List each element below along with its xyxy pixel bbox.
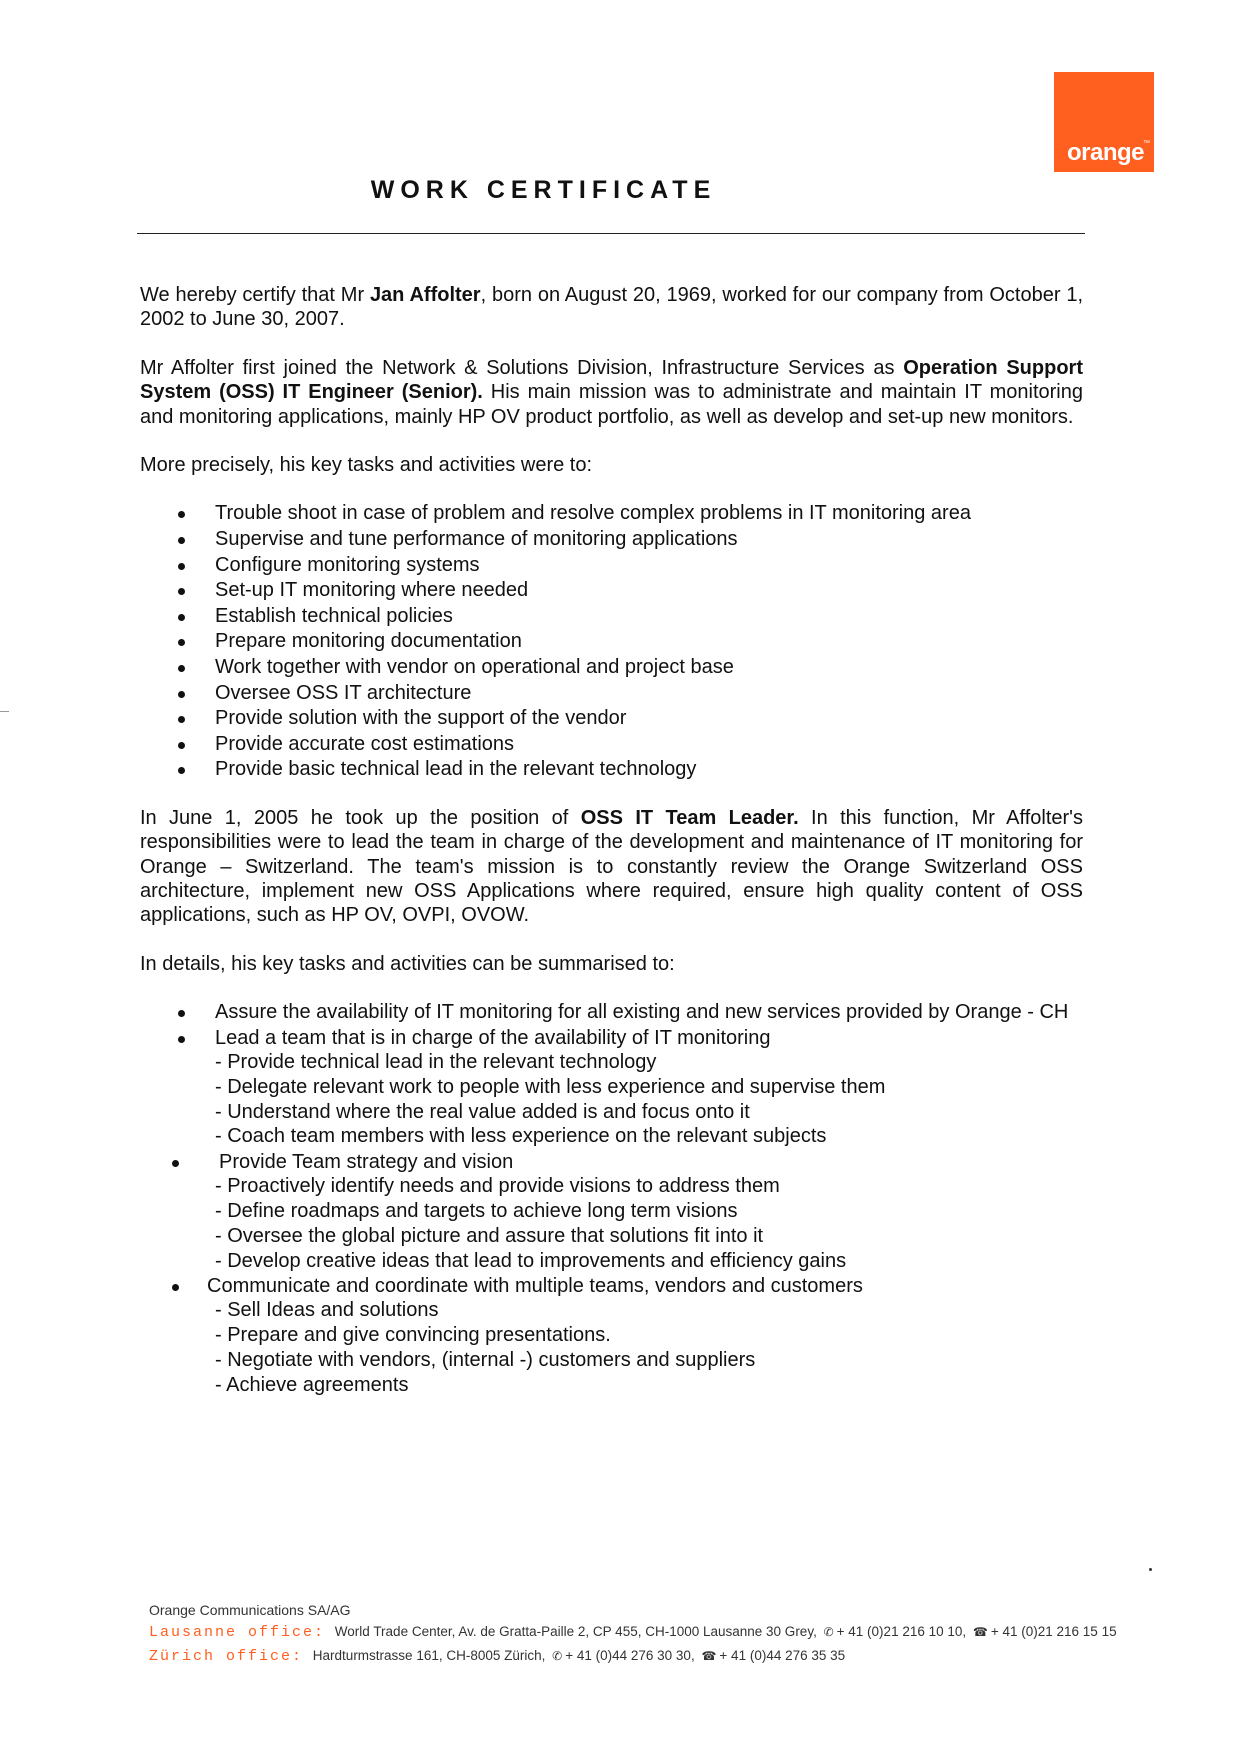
sub-list (215, 1174, 1083, 1273)
tasks2-intro: In details, his key tasks and activities can be summarised to: (140, 952, 675, 975)
bullet-icon (178, 1036, 185, 1043)
sub-item: - Oversee the global picture and assure that solutions fit into it (215, 1224, 764, 1247)
list-item: Set-up IT monitoring where needed (140, 578, 1083, 602)
sub-item: - Develop creative ideas that lead to improvements and efficiency gains (215, 1249, 847, 1272)
sub-list (207, 1298, 1083, 1397)
bullet-icon (178, 716, 185, 723)
lausanne-address: World Trade Center, Av. de Gratta-Paille 2, CP 455, CH-1000 Lausanne 30 Grey, (334, 1624, 817, 1639)
task-list-1 (140, 501, 1083, 781)
role-paragraph: Mr Affolter first joined the Network & Solutions Division, Infrastructure Services as Operation Support System (OSS) IT Engineer (Senior). His main mission was to administrate and maintain IT monitoring and monitoring applications, mainly HP OV product portfolio, as well as develop and set-up new monitors. (140, 356, 1083, 428)
zurich-office (149, 1648, 1229, 1665)
list-item: Work together with vendor on operational and project base (140, 655, 1083, 679)
list-item: Trouble shoot in case of problem and resolve complex problems in IT monitoring area (140, 501, 1083, 525)
company-name: Orange Communications SA/AG (149, 1602, 351, 1618)
bullet-icon (172, 1160, 179, 1167)
document-title: WORK CERTIFICATE (370, 176, 717, 204)
bullet-icon (178, 614, 185, 621)
zurich-address: Hardturmstrasse 161, CH-8005 Zürich, (312, 1648, 546, 1663)
list-item: Oversee OSS IT architecture (140, 681, 1083, 705)
first-role: Operation Support System (OSS) IT Engineer (Senior). (140, 356, 1083, 404)
sub-list (215, 1050, 1083, 1149)
list-item: Provide accurate cost estimations (140, 732, 1083, 756)
bullet-icon (178, 639, 185, 646)
bullet-icon (178, 1010, 185, 1017)
lausanne-office (149, 1624, 1229, 1641)
list-item: Lead a team that is in charge of the availability of IT monitoring - Provide technical lead in the relevant technology - Delegate relevant work to people with less experience and supervise them - Understand where the real value added is and focus onto it - Coach team members with less experience on the relevant subjects (140, 1026, 1083, 1149)
sub-item: - Coach team members with less experience on the relevant subjects (215, 1125, 827, 1148)
scan-mark (0, 711, 9, 712)
scan-mark (1149, 1568, 1152, 1571)
fax-icon: ☎ (701, 1649, 717, 1663)
list-item: Assure the availability of IT monitoring for all existing and new services provided by Orange - CH (140, 1000, 1083, 1024)
sub-item: - Negotiate with vendors, (internal -) customers and suppliers (215, 1349, 756, 1372)
lausanne-fax: + 41 (0)21 216 15 15 (990, 1624, 1117, 1639)
list-item: Provide basic technical lead in the relevant technology (140, 757, 1083, 781)
sub-item: - Understand where the real value added is and focus onto it (215, 1100, 750, 1123)
logo-trademark: ™ (1143, 140, 1150, 147)
letterhead-footer (149, 1602, 1229, 1672)
list-item: Provide solution with the support of the vendor (140, 706, 1083, 730)
list-item: Communicate and coordinate with multiple teams, vendors and customers - Sell Ideas and solutions - Prepare and give convincing presentations. - Negotiate with vendors, (internal -) customers and suppliers - Achieve agreements (140, 1274, 1083, 1397)
sub-item: - Delegate relevant work to people with less experience and supervise them (215, 1075, 886, 1098)
lausanne-phone: + 41 (0)21 216 10 10, (836, 1624, 967, 1639)
bullet-icon (178, 511, 185, 518)
fax-icon: ☎ (972, 1625, 988, 1639)
phone-icon: ✆ (823, 1625, 834, 1639)
bullet-icon (178, 588, 185, 595)
second-role: OSS IT Team Leader. (580, 806, 799, 829)
bullet-icon (178, 563, 185, 570)
sub-item: - Achieve agreements (215, 1373, 409, 1396)
sub-item: - Sell Ideas and solutions (215, 1299, 439, 1322)
bullet-icon (178, 767, 185, 774)
orange-logo (1054, 72, 1154, 172)
phone-icon: ✆ (552, 1649, 563, 1663)
sub-item: - Provide technical lead in the relevant technology (215, 1051, 657, 1074)
list-item: Configure monitoring systems (140, 553, 1083, 577)
tasks-intro: More precisely, his key tasks and activities were to: (140, 454, 593, 477)
intro-paragraph: We hereby certify that Mr Jan Affolter, born on August 20, 1969, worked for our company from October 1, 2002 to June 30, 2007. (140, 284, 1084, 331)
team-leader-paragraph: In June 1, 2005 he took up the position of OSS IT Team Leader. In this function, Mr Affolter's responsibilities were to lead the team in charge of the development and maintenance of IT monitoring for Orange – Switzerland. The team's mission is to constantly review the Orange Switzerland OSS architecture, implement new OSS Applications where required, ensure high quality content of OSS applications, such as HP OV, OVPI, OVOW. (140, 806, 1084, 927)
zurich-fax: + 41 (0)44 276 35 35 (719, 1648, 846, 1663)
bullet-icon (178, 742, 185, 749)
list-item: Supervise and tune performance of monitoring applications (140, 527, 1083, 551)
list-item: Prepare monitoring documentation (140, 629, 1083, 653)
bullet-icon (178, 537, 185, 544)
zurich-phone: + 41 (0)44 276 30 30, (565, 1648, 695, 1663)
lausanne-label: Lausanne office: (149, 1624, 326, 1641)
sub-item: - Proactively identify needs and provide visions to address them (215, 1175, 780, 1198)
task-list-2 (140, 1000, 1083, 1397)
title-rule (137, 233, 1085, 234)
bullet-icon (172, 1284, 179, 1291)
sub-item: - Prepare and give convincing presentations. (215, 1324, 611, 1347)
list-item: Provide Team strategy and vision - Proactively identify needs and provide visions to address them - Define roadmaps and targets to achieve long term visions - Oversee the global picture and assure that solutions fit into it - Develop creative ideas that lead to improvements and efficiency gains (140, 1150, 1083, 1273)
zurich-label: Zürich office: (149, 1648, 304, 1665)
bullet-icon (178, 691, 185, 698)
sub-item: - Define roadmaps and targets to achieve long term visions (215, 1200, 738, 1223)
logo-text: orange (1066, 139, 1144, 166)
bullet-icon (178, 665, 185, 672)
employee-name: Jan Affolter (369, 284, 481, 306)
list-item: Establish technical policies (140, 604, 1083, 628)
certificate-body (140, 283, 1083, 1398)
